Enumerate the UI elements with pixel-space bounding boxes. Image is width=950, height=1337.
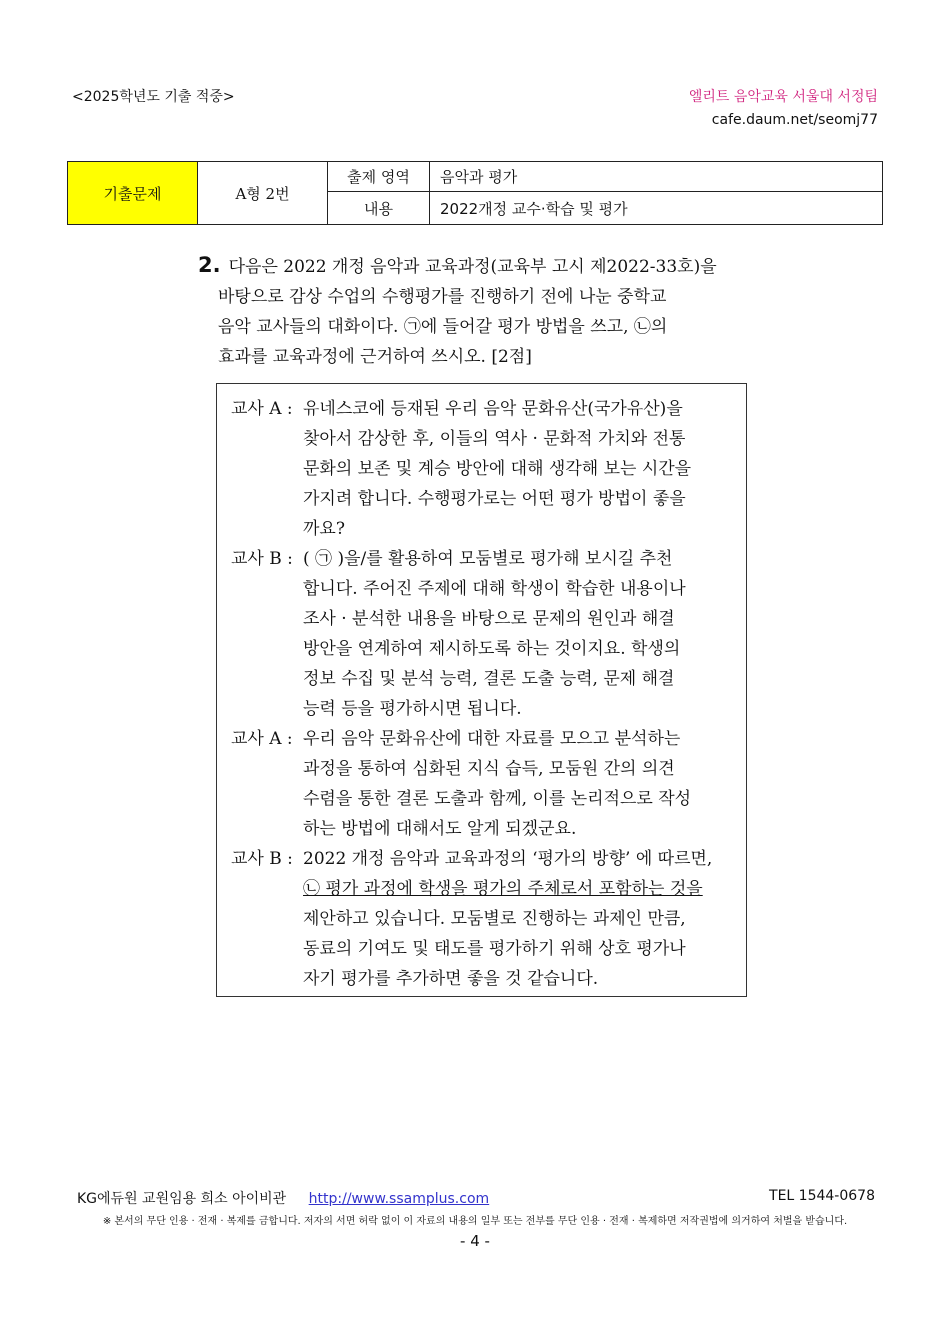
dialogue-line: 방안을 연계하여 제시하도록 하는 것이지요. 학생의 (303, 639, 681, 659)
dialogue-line: 정보 수집 및 분석 능력, 결론 도출 능력, 문제 해결 (303, 669, 675, 689)
dialogue-turn (231, 394, 734, 544)
dialogue-line: 합니다. 주어진 주제에 대해 학생이 학습한 내용이나 (303, 579, 686, 599)
brand-header (689, 86, 878, 128)
dialogue-line: 우리 음악 문화유산에 대한 자료를 모으고 분석하는 (303, 729, 681, 749)
question-line: 음악 교사들의 대화이다. ㉠에 들어갈 평가 방법을 쓰고, ㉡의 (218, 317, 668, 337)
underlined-dialogue-line: ㉡ 평가 과정에 학생을 평가의 주체로서 포함하는 것을 (303, 879, 703, 899)
dialogue-turn (231, 544, 734, 724)
dialogue-line: 수렴을 통한 결론 도출과 함께, 이를 논리적으로 작성 (303, 789, 692, 809)
question-line: 효과를 교육과정에 근거하여 쓰시오. [2점] (218, 347, 532, 367)
footer-tel: TEL 1544-0678 (769, 1188, 875, 1204)
dialogue-turn (231, 724, 734, 844)
footer-link[interactable]: http://www.ssamplus.com (308, 1191, 490, 1207)
dialogue-line: 2022 개정 음악과 교육과정의 ‘평가의 방향’ 에 따르면, (303, 849, 713, 869)
speaker-label: 교사 B : (231, 549, 293, 569)
past-exam-tag: 기출문제 (68, 162, 198, 225)
dialogue-line: 유네스코에 등재된 우리 음악 문화유산(국가유산)을 (303, 399, 683, 419)
content-label: 내용 (328, 192, 430, 225)
exam-type: A형 2번 (198, 162, 328, 225)
dialogue-line: 문화의 보존 및 계승 방안에 대해 생각해 보는 시간을 (303, 459, 692, 479)
dialogue-line: 가지려 합니다. 수행평가로는 어떤 평가 방법이 좋을 (303, 489, 686, 509)
dialogue-line: ( ㉠ )을/를 활용하여 모둠별로 평가해 보시길 추천 (303, 549, 673, 569)
question-number: 2. (198, 253, 221, 277)
copyright-notice: ※ 본서의 무단 인용 · 전재 · 복제를 금합니다. 저자의 서면 허락 없이 이 자료의 내용의 일부 또는 전부를 무단 인용 · 전재 · 복제하면 저작권법에 의거하여 처벌을 받습니다. (102, 1216, 848, 1227)
footer-org: KG에듀원 교원임용 희소 아이비관 (77, 1191, 287, 1207)
question-prompt (198, 250, 758, 372)
dialogue-box (216, 383, 747, 997)
dialogue-line: 과정을 통하여 심화된 지식 습득, 모둠원 간의 의견 (303, 759, 675, 779)
dialogue-line: 하는 방법에 대해서도 알게 되겠군요. (303, 819, 577, 839)
dialogue-line: 찾아서 감상한 후, 이들의 역사 · 문화적 가치와 전통 (303, 429, 686, 449)
dialogue-line: 동료의 기여도 및 태도를 평가하기 위해 상호 평가나 (303, 939, 686, 959)
cafe-address: cafe.daum.net/seomj77 (711, 112, 878, 128)
area-label: 출제 영역 (328, 162, 430, 192)
content-value: 2022개정 교수·학습 및 평가 (430, 192, 883, 225)
area-value: 음악과 평가 (430, 162, 883, 192)
exam-header: <2025학년도 기출 적중> (72, 89, 235, 105)
dialogue-line: 제안하고 있습니다. 모둠별로 진행하는 과제인 만큼, (303, 909, 686, 929)
brand-name: 엘리트 음악교육 서울대 서정팀 (688, 89, 878, 105)
speaker-label: 교사 A : (231, 729, 293, 749)
page-number: - 4 - (460, 1232, 490, 1250)
speaker-label: 교사 B : (231, 849, 293, 869)
dialogue-line: 조사 · 분석한 내용을 바탕으로 문제의 원인과 해결 (303, 609, 675, 629)
dialogue-line: 능력 등을 평가하시면 됩니다. (303, 699, 522, 719)
question-line: 바탕으로 감상 수업의 수행평가를 진행하기 전에 나눈 중학교 (218, 287, 667, 307)
speaker-label: 교사 A : (231, 399, 293, 419)
question-info-table (67, 161, 883, 225)
question-line: 다음은 2022 개정 음악과 교육과정(교육부 고시 제2022-33호)을 (228, 257, 717, 277)
dialogue-line: 까요? (303, 519, 345, 539)
dialogue-line: 자기 평가를 추가하면 좋을 것 같습니다. (303, 969, 599, 989)
footer (77, 1188, 875, 1208)
dialogue-turn (231, 844, 734, 994)
